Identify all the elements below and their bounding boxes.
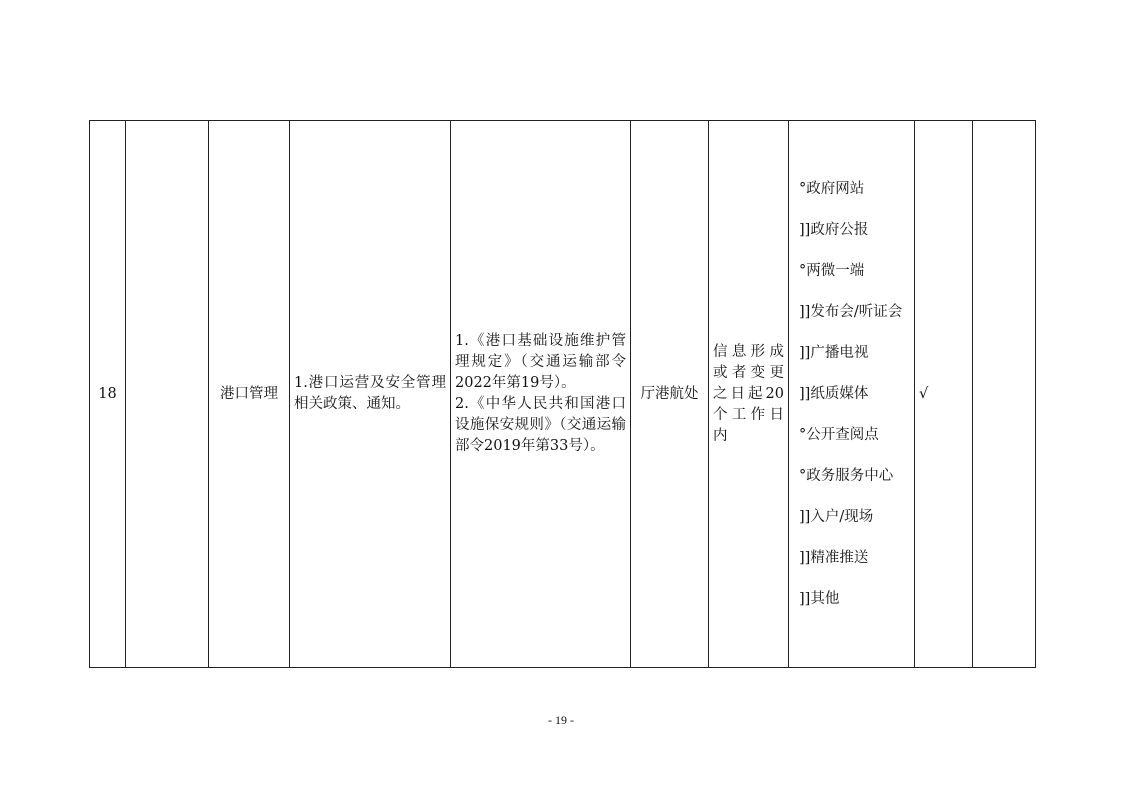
- channel-item: °两微一端: [799, 262, 865, 279]
- category-cell: 港口管理: [209, 121, 290, 668]
- content-cell: 1.港口运营及安全管理相关政策、通知。: [290, 121, 451, 668]
- channel-item: ]]政府公报: [799, 221, 869, 238]
- channel-item: ]]发布会/听证会: [799, 303, 903, 320]
- empty-cell: [126, 121, 209, 668]
- channel-item: ]]纸质媒体: [799, 385, 869, 402]
- table-row: [90, 121, 1036, 668]
- channel-item: °政务服务中心: [799, 467, 894, 484]
- channel-item: ]]广播电视: [799, 344, 869, 361]
- public-mark-cell: √: [915, 121, 973, 668]
- row-number-cell: 18: [90, 121, 126, 668]
- channel-item: °政府网站: [799, 180, 865, 197]
- disclosure-table: [89, 120, 1036, 668]
- channel-item: °公开查阅点: [799, 426, 879, 443]
- channels-cell: [789, 121, 915, 668]
- channel-item: ]]精准推送: [799, 549, 869, 566]
- channel-list: [793, 179, 910, 610]
- page-number: - 19 -: [548, 713, 574, 727]
- channel-item: ]]入户/现场: [799, 508, 874, 525]
- department-cell: 厅港航处: [631, 121, 709, 668]
- time-limit-cell: 信息形成或者变更之日起20个工作日内: [709, 121, 789, 668]
- basis-cell: 1.《港口基础设施维护管理规定》（交通运输部令2022年第19号）。 2.《中华人民共和国港口设施保安规则》（交通运输部令2019年第33号）。: [451, 121, 631, 668]
- empty-cell: [973, 121, 1036, 668]
- channel-item: ]]其他: [799, 590, 840, 607]
